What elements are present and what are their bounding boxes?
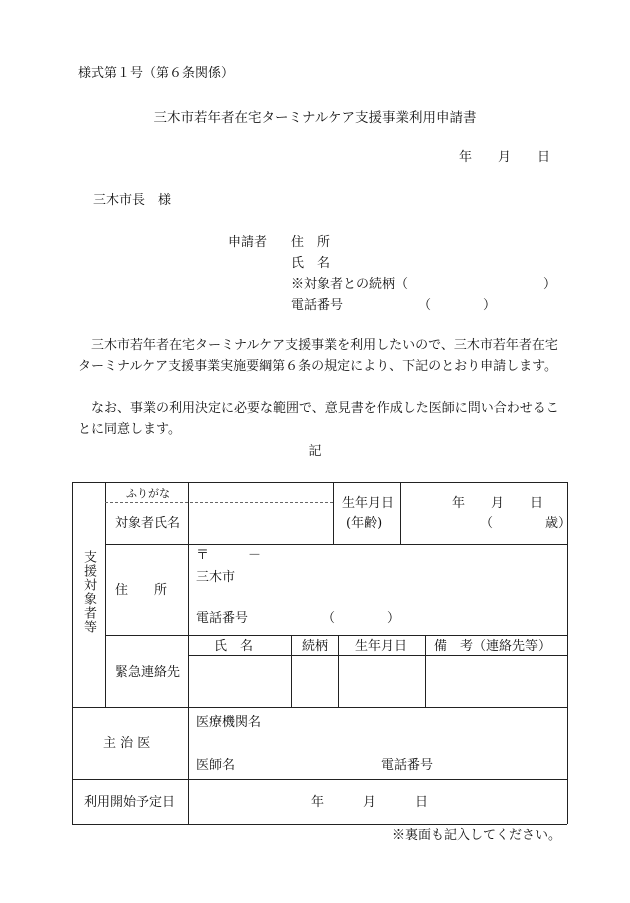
target-person-side-label: 支援対象者等 [81, 550, 96, 634]
request-paragraph: 三木市若年者在宅ターミナルケア支援事業を利用したいので、三木市若年者在宅ターミナルケア支援事業実施要綱第６条の規定により、下記のとおり申請します。 [78, 338, 558, 374]
applicant-name-label: 氏 名 [291, 256, 331, 271]
primary-doctor-label: 主 治 医 [103, 736, 151, 751]
postal-mark: 〒 － [196, 548, 262, 563]
start-date-label: 利用開始予定日 [84, 795, 176, 810]
consent-paragraph: なお、事業の利用決定に必要な範囲で、意見書を作成した医師に問い合わせることに同意します。 [78, 401, 559, 437]
target-phone-paren: （ ） [322, 611, 401, 626]
applicant-relation-label: ※対象者との続柄（ [291, 277, 409, 292]
col-dob-header: 生年月日 [355, 639, 408, 654]
doctor-phone-label: 電話番号 [381, 758, 434, 773]
age-value: （ 歳） [480, 516, 572, 531]
form-title: 三木市若年者在宅ターミナルケア支援事業利用申請書 [153, 110, 477, 126]
furigana-label: ふりがな [126, 487, 170, 500]
start-date-value: 年 月 日 [311, 795, 429, 810]
target-phone-label: 電話番号 [196, 611, 249, 626]
dob-value: 年 月 日 [452, 496, 544, 511]
institution-label: 医療機関名 [196, 715, 262, 730]
col-notes-header: 備 考（連絡先等） [434, 639, 552, 654]
target-name-label: 対象者氏名 [115, 516, 181, 531]
col-relation-header: 続柄 [302, 639, 329, 654]
applicant-phone-paren: （ ） [418, 298, 497, 313]
applicant-address-label: 住 所 [291, 235, 331, 250]
age-label: (年齢) [346, 516, 383, 531]
submission-date: 年 月 日 [459, 150, 551, 165]
doctor-name-label: 医師名 [196, 758, 236, 773]
dob-label: 生年月日 [342, 496, 395, 511]
applicant-relation-close: ） [543, 277, 557, 292]
ki-label: 記 [308, 444, 322, 459]
addressee: 三木市長 様 [93, 193, 172, 208]
target-address-label: 住 所 [115, 583, 168, 598]
applicant-label: 申請者 [228, 235, 268, 250]
emergency-contact-label: 緊急連絡先 [115, 665, 181, 680]
form-number: 様式第１号（第６条関係） [78, 66, 235, 81]
col-name-header: 氏 名 [214, 639, 254, 654]
city-name: 三木市 [196, 570, 236, 585]
applicant-phone-label: 電話番号 [291, 298, 344, 313]
footer-note: ※裏面も記入してください。 [392, 828, 562, 843]
